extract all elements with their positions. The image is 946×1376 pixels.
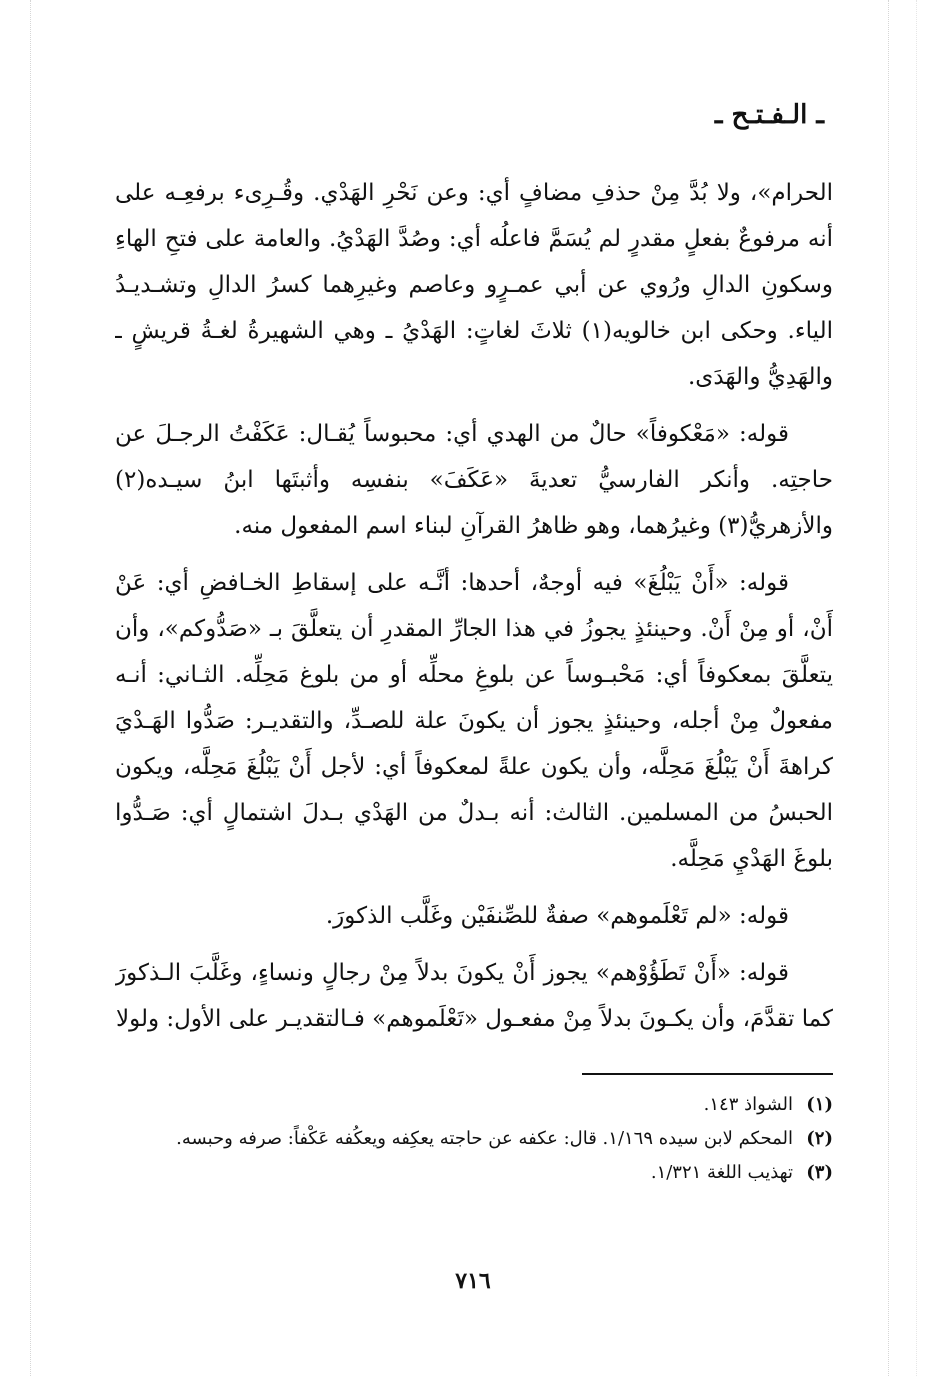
paragraph: قوله: «أَنْ يَبْلُغَ» فيه أوجهٌ، أحدها: أنَّـه على إسقاطِ الخـافضِ أي: عَنْ أَنْ، أو مِنْ أَنْ. وحينئذٍ يجوزُ في هذا الجارِّ المقدرِ أن يتعلَّقَ بـ «صَدُّوكم»، وأن يتعلَّقَ بمعكوفاً أي: مَحْبـوساً عن بلوغِ محلِّه أو من بلوغ مَحِلِّه. الثـاني: أنـه مفعولٌ مِنْ أجله، وحينئذٍ يجوز أن يكونَ علة للصـدِّ، والتقديـر: صَدُّوا الهَـدْيَ كراهةَ أَنْ يَبْلُغَ مَحِلَّه، وأن يكون علةً لمعكوفاً أي: لأجل أَنْ يَبْلُغَ مَحِلَّه، ويكون الحبسُ من المسلمين. الثالث: أنه بـدلٌ من الهَدْي بـدلَ اشتمالٍ أي: صَـدُّوا بلوغَ الهَدْيِ مَحِلَّه. (115, 570, 833, 872)
main-text (115, 170, 833, 1050)
footnote-text: الشواذ ١٤٣. (703, 1094, 793, 1115)
footnote-number: (٣) (806, 1162, 833, 1183)
footnote-text: تهذيب اللغة ١/٣٢١. (650, 1162, 793, 1183)
footnote-item (115, 1088, 833, 1122)
paragraph: قوله: «أَنْ تَطَؤُوْهم» يجوز أَنْ يكونَ بدلاً مِنْ رجالٍ ونساءٍ، وغَلَّبَ الـذكورَ كما تقدَّمَ، وأن يكـونَ بدلاً مِنْ مفعـول «تَعْلَموهم» فـالتقديـر على الأول: ولولا (115, 960, 833, 1032)
paragraph: قوله: «لم تَعْلَموهم» صفةٌ للصِّنفَيْن وغَلَّب الذكورَ. (325, 903, 789, 929)
scan-margin-line-outer (916, 0, 917, 1376)
scan-margin-line-right (888, 0, 889, 1376)
paragraph: الحرام»، ولا بُدَّ مِنْ حذفِ مضافٍ أي: وعن نَحْرِ الهَدْي. وقُـرِىء برفعِـه على أنه مرفوعٌ بفعلٍ مقدرٍ لم يُسَمَّ فاعلُه أي: وصُدَّ الهَدْيُ. والعامة على فتحِ الهاءِ وسكونِ الدالِ ورُوي عن أبي عمـرٍو وعاصم وغيرِهما كسرُ الدالِ وتشـديـدُ الياء. وحكى ابن خالويه(١) ثلاثَ لغاتٍ: الهَدْيُ ـ وهي الشهيرةُ لغـةُ قريشٍ ـ والهَدِيُّ والهَدَى. (115, 180, 833, 390)
footnotes (115, 1088, 833, 1238)
footnote-separator (582, 1073, 833, 1075)
paragraph: قوله: «مَعْكوفاً» حالٌ من الهدي أي: محبوساً يُقـال: عَكَفْتُ الرجـلَ عن حاجتِه. وأنكر الفارسيُّ تعديةَ «عَكَفَ» بنفسِه وأثبتَها ابنُ سيـده(٢) والأزهريُّ(٣) وغيرُهما، وهو ظاهرُ القرآنِ لبناء اسم المفعول منه. (115, 421, 833, 539)
footnote-text: المحكم لابن سيده ١/١٦٩. قال: عكفه عن حاجته يعكِفه ويعكُفه عَكْفاً: صرفه وحبسه. (176, 1128, 793, 1149)
footnote-number: (١) (806, 1094, 833, 1115)
page-number: ٧١٦ (455, 1268, 491, 1294)
footnote-number: (٢) (806, 1128, 833, 1149)
footnote-item (115, 1122, 833, 1156)
running-header: ـ الـفـتـح ـ (714, 100, 824, 130)
scan-margin-line-left (30, 0, 31, 1376)
footnote-item (115, 1156, 833, 1190)
